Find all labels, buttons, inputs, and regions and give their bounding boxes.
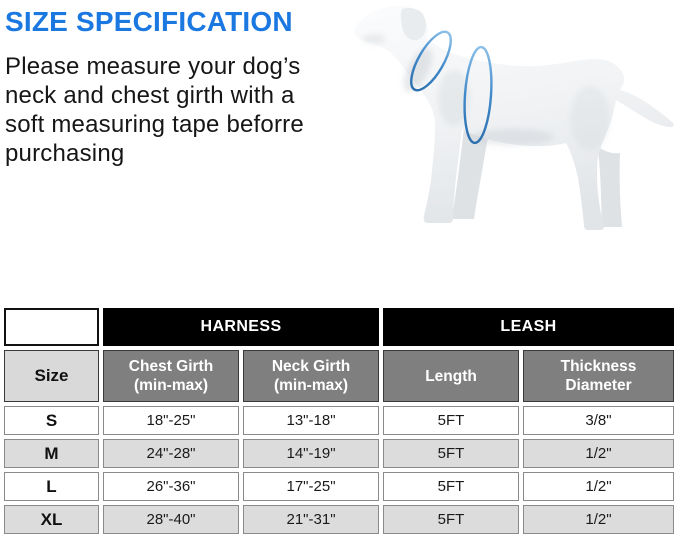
measuring-instructions [5,52,304,168]
instruction-line: Please measure your dog’s [5,53,301,80]
table-corner-cell [4,308,99,346]
leash-length-value: 5FT [383,439,519,468]
leash-length-value: 5FT [383,406,519,435]
chest-girth-value: 26"-36" [103,472,239,501]
neck-girth-value: 17"-25" [243,472,379,501]
instruction-line: purchasing [5,140,125,167]
dog-mannequin-svg [352,0,679,245]
neck-girth-value: 13"-18" [243,406,379,435]
chest-girth-value: 18"-25" [103,406,239,435]
page-title: SIZE SPECIFICATION [5,6,293,37]
instruction-line: soft measuring tape beforre [5,111,304,138]
column-header-line: Diameter [565,377,632,394]
neck-girth-value: 14"-19" [243,439,379,468]
dog-thigh-shade [570,86,610,150]
size-column-header: Size [4,350,99,402]
chest-girth-column-header [103,350,239,402]
table-row-size-l [4,472,674,501]
chest-girth-value: 28"-40" [103,505,239,534]
dog-jaw-shade [362,34,386,44]
table-row-size-xl [4,505,674,534]
dog-mannequin-illustration [352,0,679,245]
thickness-column-header [523,350,674,402]
leash-length-value: 5FT [383,505,519,534]
dog-far-hind-leg [598,148,622,227]
length-column-header [383,350,519,402]
size-label: S [4,406,99,435]
leash-thickness-value: 1/2" [523,505,674,534]
neck-girth-value: 21"-31" [243,505,379,534]
leash-thickness-value: 1/2" [523,472,674,501]
size-chart-table [0,304,678,538]
column-header-line: Neck Girth [271,358,351,375]
column-header-row [4,350,674,402]
chest-girth-value: 24"-28" [103,439,239,468]
table-row-size-s [4,406,674,435]
leash-length-value: 5FT [383,472,519,501]
column-header-line: Chest Girth [128,358,214,375]
size-label: M [4,439,99,468]
leash-group-header: LEASH [383,308,674,346]
column-header-line: (min-max) [273,377,349,394]
column-header-line: Thickness [560,358,637,375]
leash-thickness-value: 1/2" [523,439,674,468]
harness-group-header: HARNESS [103,308,379,346]
table-row-size-m [4,439,674,468]
instruction-line: neck and chest girth with a [5,82,295,109]
size-label: XL [4,505,99,534]
size-label: L [4,472,99,501]
group-header-row [4,308,674,346]
leash-thickness-value: 3/8" [523,406,674,435]
neck-girth-column-header [243,350,379,402]
column-header-line: (min-max) [133,377,209,394]
dog-body [355,6,674,230]
column-header-line: Length [425,367,477,385]
